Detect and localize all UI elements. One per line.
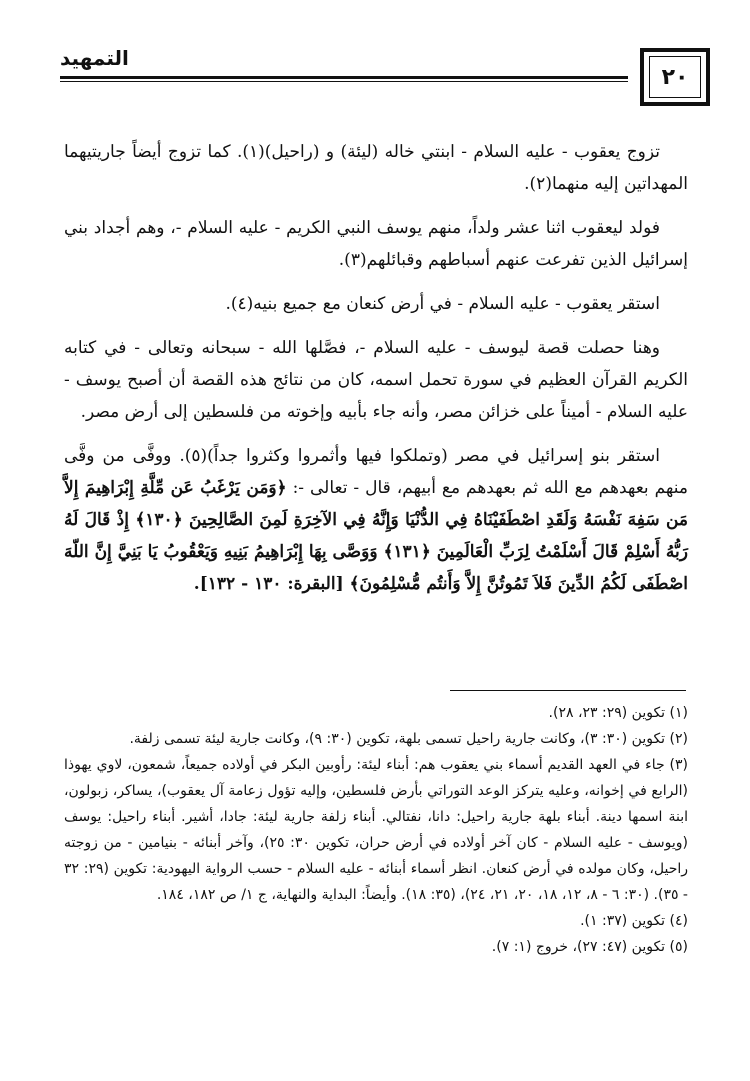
- footnote-5: (٥) تكوين (٤٧: ٢٧)، خروج (١: ٧).: [491, 939, 688, 955]
- footnotes: [64, 700, 688, 960]
- header-rule: [60, 76, 628, 82]
- footnote-2: (٢) تكوين (٣٠: ٣)، وكانت جارية راحيل تسمى بلهة، تكوين (٣٠: ٩)، وكانت جارية ليئة تسمى زلفة.: [129, 731, 688, 747]
- paragraph-3: استقر يعقوب - عليه السلام - في أرض كنعان مع جميع بنيه(٤).: [225, 294, 660, 314]
- main-text: [64, 136, 688, 600]
- paragraph-4: وهنا حصلت قصة ليوسف - عليه السلام -، فصَّلها الله - سبحانه وتعالى - في كتابه الكريم القرآن العظيم في سورة تحمل اسمه، كان من نتائج هذه القصة أن أصبح يوسف - عليه السلام - أميناً على خزائن مصر، وأنه جاء بأبيه وإخوته من فلسطين إلى أرض مصر.: [64, 338, 688, 422]
- page-header: [60, 40, 710, 102]
- verse-citation: [البقرة: ١٣٠ - ١٣٢].: [193, 574, 350, 594]
- paragraph-2: فولد ليعقوب اثنا عشر ولداً، منهم يوسف النبي الكريم - عليه السلام -، وهم أجداد بني إسرائيل الذين تفرعت عنهم أسباطهم وقبائلهم(٣).: [64, 218, 688, 270]
- verse-intro: استقر بنو إسرائيل في مصر (وتملكوا فيها وأثمروا وكثروا جداً)(٥). ووفَّى من وفَّى منهم بعهدهم مع الله ثم بعهدهم مع أبيهم، قال - تعالى -:: [64, 446, 688, 498]
- quran-verse: ﴿وَمَن يَرْغَبُ عَن مِّلَّةِ إِبْرَاهِيمَ إِلاَّ مَن سَفِهَ نَفْسَهُ وَلَقَدِ اصْطَفَيْنَاهُ فِي الدُّنْيَا وَإِنَّهُ فِي الآخِرَةِ لَمِنَ الصَّالِحِينَ ﴿١٣٠﴾ إِذْ قَالَ لَهُ رَبُّهُ أَسْلِمْ قَالَ أَسْلَمْتُ لِرَبِّ الْعَالَمِينَ ﴿١٣١﴾ وَوَصَّى بِهَا إِبْرَاهِيمُ بَنِيهِ وَيَعْقُوبُ يَا بَنِيَّ إِنَّ اللّهَ اصْطَفَى لَكُمُ الدِّينَ فَلاَ تَمُوتُنَّ إِلاَّ وَأَنتُم مُّسْلِمُونَ﴾: [64, 478, 688, 594]
- paragraph-5: [64, 440, 688, 600]
- footnote-divider: [450, 690, 686, 691]
- footnote-1: (١) تكوين (٢٩: ٢٣، ٢٨).: [548, 705, 688, 721]
- footnote-3: (٣) جاء في العهد القديم أسماء بني يعقوب هم: أبناء ليئة: رأوبين البكر في أولاده جميعاً، شمعون، لاوي يهوذا (الرابع في إخوانه، وعليه يتركز الوعد التوراتي بأرض فلسطين، وإليه تؤول زعامة آل يعقوب)، يساكر، زبولون، ابنة اسمها دينة. أبناء بلهة جارية راحيل: دانا، نفتالي. أبناء زلفة جارية ليئة: جادا، أشير. أبناء راحيل: يوسف (ويوسف - عليه السلام - كان آخر أولاده في أرض حران، تكوين ٣٠: ٢٥)، وآخر أبنائه - بنيامين - من زوجته راحيل، وكان مولده في أرض كنعان. انظر أسماء أبنائه - عليه السلام - حسب الرواية اليهودية: تكوين (٢٩: ٣٢ - ٣٥). (٣٠: ٦ - ٨، ١٢، ١٨، ٢٠، ٢١، ٢٤)، (٣٥: ١٨). وأيضاً: البداية والنهاية، ج ١/ ص ١٨٢، ١٨٤.: [64, 757, 688, 903]
- page-number-box: [640, 48, 710, 106]
- page-number: ٢٠: [649, 56, 701, 98]
- running-title: التمهيد: [60, 46, 129, 70]
- footnote-4: (٤) تكوين (٣٧: ١).: [580, 913, 688, 929]
- paragraph-1: تزوج يعقوب - عليه السلام - ابنتي خاله (ليئة) و (راحيل)(١). كما تزوج أيضاً جاريتيهما المهداتين إليه منهما(٢).: [64, 142, 688, 194]
